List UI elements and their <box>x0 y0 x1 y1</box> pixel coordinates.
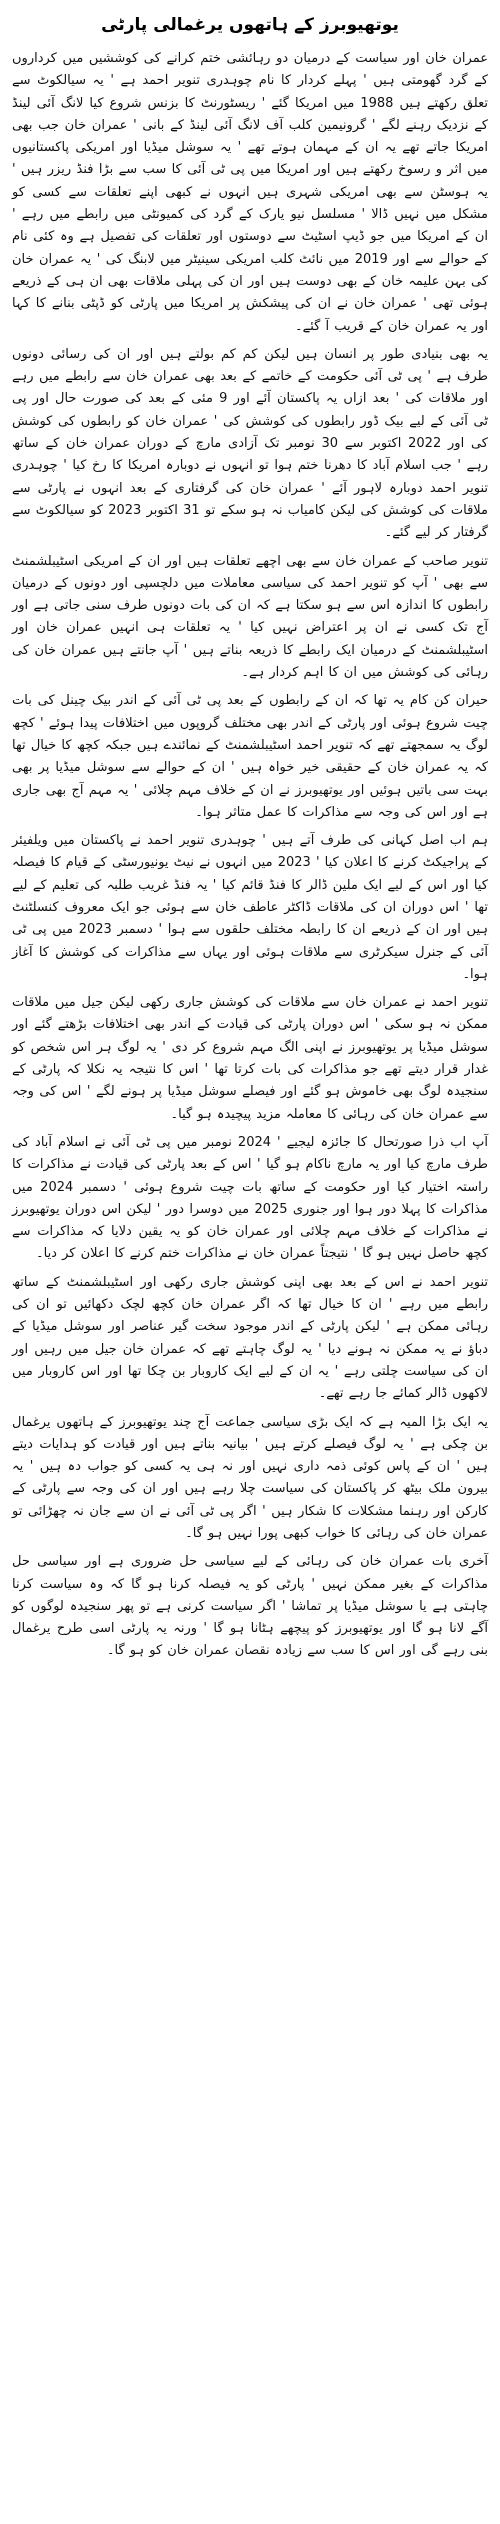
article-paragraph: یہ ایک بڑا المیہ ہے کہ ایک بڑی سیاسی جماعت آج چند یوتھیوبرز کے ہاتھوں یرغمال بن چکی ہے ' یہ لوگ فیصلے کرتے ہیں ' بیانیہ بناتے ہیں اور قیادت کو ہدایات دیتے ہیں ' ان کے پاس کوئی ذمہ داری نہیں اور نہ ہی یہ کسی کو جواب دہ ہیں ' یہ بیرون ملک بیٹھ کر پاکستان کی سیاست چلا رہے ہیں اور ان کی وجہ سے پارٹی کے کارکن اور رہنما مشکلات کا شکار ہیں ' اگر پی ٹی آئی نے ان سے جان نہ چھڑائی تو عمران خان کی رہائی کا خواب کبھی پورا نہیں ہو گا۔ <box>12 1414 488 1541</box>
article-paragraph: تنویر احمد نے اس کے بعد بھی اپنی کوشش جاری رکھی اور اسٹیبلشمنٹ کے ساتھ رابطے میں رہے ' ان کا خیال تھا کہ اگر عمران خان کچھ لچک دکھائیں تو ان کی رہائی ممکن ہے ' لیکن پارٹی کے اندر موجود سخت گیر عناصر اور سوشل میڈیا کے دباؤ نے یہ ممکن نہ ہونے دیا ' یہ لوگ چاہتے تھے کہ عمران خان جیل میں رہیں اور ان کی سیاست چلتی رہے ' یہ ان کے لیے ایک کاروبار بن چکا تھا اور اس کاروبار میں لاکھوں ڈالر کمائے جا رہے تھے۔ <box>12 1274 488 1402</box>
article-paragraph: حیران کن کام یہ تھا کہ ان کے رابطوں کے بعد پی ٹی آئی کے اندر بیک چینل کی بات چیت شروع ہوئی اور پارٹی کے اندر بھی مختلف گروپوں میں اختلافات پیدا ہوئے ' کچھ لوگ یہ سمجھتے تھے کہ تنویر احمد اسٹیبلشمنٹ کے نمائندے ہیں جبکہ کچھ کا خیال تھا کہ یہ عمران خان کے حقیقی خیر خواہ ہیں ' ان کے حوالے سے سوشل میڈیا پر بھی بہت سی باتیں ہوئیں اور یوتھیوبرز نے ان کے خلاف مہم چلائی ' یہ مہم آج بھی جاری ہے اور اس کی وجہ سے مذاکرات کا عمل متاثر ہوا۔ <box>12 693 488 820</box>
article-title: یوتھیوبرز کے ہاتھوں یرغمالی پارٹی <box>101 15 399 35</box>
article-paragraph: ہم اب اصل کہانی کی طرف آتے ہیں ' چوہدری تنویر احمد نے پاکستان میں ویلفیئر کے پراجیکٹ کرنے کا اعلان کیا ' 2023 میں انہوں نے نیٹ یونیورسٹی کے قیام کا فیصلہ کیا اور اس کے لیے ایک ملین ڈالر کا فنڈ قائم کیا ' یہ فنڈ غریب طلبہ کی تعلیم کے لیے تھا ' اس دوران ان کی ملاقات ڈاکٹر عاطف خان سے ہوئی جو ایک معروف کنسلٹنٹ ہیں اور ان کے ذریعے ان کا رابطہ مختلف حلقوں سے ہوا ' دسمبر 2023 میں پی ٹی آئی کے جنرل سیکرٹری سے ملاقات ہوئی اور یہاں سے مذاکرات کی کوشش کا آغاز ہوا۔ <box>12 833 488 982</box>
article-paragraph: آخری بات عمران خان کی رہائی کے لیے سیاسی حل ضروری ہے اور سیاسی حل مذاکرات کے بغیر ممکن نہیں ' پارٹی کو یہ فیصلہ کرنا ہو گا کہ وہ سیاست کرنا چاہتی ہے یا سوشل میڈیا پر تماشا ' اگر سیاست کرنی ہے تو پھر سنجیدہ لوگوں کو آگے لانا ہو گا اور یوتھیوبرز کو پیچھے ہٹانا ہو گا ' ورنہ یہ پارٹی اسی طرح یرغمال بنی رہے گی اور اس کا سب سے زیادہ نقصان عمران خان کو ہو گا۔ <box>12 1554 488 1659</box>
article-paragraph: عمران خان اور سیاست کے درمیان دو رہائشی ختم کرانے کی کوششیں میں کرداروں کے گرد گھومتی ہیں ' پہلے کردار کا نام چوہدری تنویر احمد ہے ' یہ سیالکوٹ سے تعلق رکھتے ہیں 1988 میں امریکا گئے ' ریسٹورنٹ کا بزنس شروع کیا لانگ آئی لینڈ کے نزدیک رہنے لگے ' گرونیمین کلب آف لانگ آئی لینڈ کے بانی ' عمران خان جب بھی امریکا جاتے تھے یہ ان کے مہمان ہوتے تھے ' یہ سوشل میڈیا اور امریکی پاکستانیوں میں اثر و رسوخ رکھتے ہیں اور امریکا میں پی ٹی آئی کا سب سے بڑا فنڈ ریزر ہیں ' یہ ہوسٹن سے بھی امریکی شہری ہیں انہوں نے کبھی اپنے تعلقات سے کسی کو مشکل میں نہیں ڈالا ' مسلسل نیو یارک کے گرد کی کمیونٹی میں رابطے میں رہے ' ان کے امریکا میں جو ڈیپ اسٹیٹ سے دوستوں اور تعلقات کی تفصیل ہے وہ کئی نام کے حوالے سے اور 2019 میں نائٹ کلب امریکی سینیٹر میں لابنگ کی ' یہ عمران خان کی بہن علیمہ خان کے بھی دوست ہیں اور ان کی پہلی ملاقات بھی ان ہی کے ذریعے ہوئی تھی ' عمران خان نے ان کی پیشکش پر امریکا میں پارٹی کو ڈپٹی بنانے کا کہا اور یہ عمران خان کے قریب آ گئے۔ <box>12 51 488 334</box>
article-paragraph: تنویر صاحب کے عمران خان سے بھی اچھے تعلقات ہیں اور ان کے امریکی اسٹیبلشمنٹ سے بھی ' آپ کو تنویر احمد کی سیاسی معاملات میں دلچسپی اور دونوں کے درمیان رابطوں کا اندازہ اس سے ہو سکتا ہے کہ ان کی بات دونوں طرف سنی جاتی ہے اور آج تک کسی نے ان پر اعتراض نہیں کیا ' یہ تعلقات ہی انہیں عمران خان اور اسٹیبلشمنٹ کے درمیان ایک رابطے کا ذریعہ بناتے ہیں ' آپ جانتے ہیں عمران خان کی رہائی کی کوشش میں ان کا اہم کردار ہے۔ <box>12 553 488 681</box>
article-paragraph: آپ اب ذرا صورتحال کا جائزہ لیجیے ' 2024 نومبر میں پی ٹی آئی نے اسلام آباد کی طرف مارچ کیا اور یہ مارچ ناکام ہو گیا ' اس کے بعد پارٹی کی قیادت نے مذاکرات کا راستہ اختیار کیا اور حکومت کے ساتھ بات چیت شروع ہوئی ' دسمبر 2024 میں مذاکرات کا پہلا دور ہوا اور جنوری 2025 میں دوسرا دور ' لیکن اس دوران یوتھیوبرز نے مذاکرات کے خلاف مہم چلائی اور عمران خان کو یہ یقین دلایا کہ مذاکرات سے کچھ حاصل نہیں ہو گا ' نتیجتاً عمران خان نے مذاکرات ختم کرنے کا اعلان کر دیا۔ <box>12 1134 488 1262</box>
article-paragraph: یہ بھی بنیادی طور پر انسان ہیں لیکن کم کم بولتے ہیں اور ان کی رسائی دونوں طرف ہے ' پی ٹی آئی حکومت کے خاتمے کے بعد بھی عمران خان سے رابطے میں رہے اور ملاقات کی ' بعد ازاں یہ پاکستان آئے اور 9 مئی کے بعد کی صورت حال اور پی ٹی آئی کے لیے بیک ڈور رابطوں کی کوشش کی ' عمران خان کو رابطوں کی کوشش کی اور 2022 اکتوبر سے 30 نومبر تک آزادی مارچ کے دوران عمران خان کے ساتھ رہے ' جب اسلام آباد کا دھرنا ختم ہوا تو انہوں نے دوبارہ امریکا کا رخ کیا ' چوہدری تنویر احمد دوبارہ لاہور آئے ' عمران خان کی گرفتاری کے بعد انہوں نے پارٹی سے ملاقات کی کوشش کی لیکن کامیاب نہ ہو سکے تو 31 اکتوبر 2023 کو سیالکوٹ سے گرفتار کر لیے گئے۔ <box>12 346 489 541</box>
article-paragraph: تنویر احمد نے عمران خان سے ملاقات کی کوشش جاری رکھی لیکن جیل میں ملاقات ممکن نہ ہو سکی ' اس دوران پارٹی کی قیادت کے اندر بھی اختلافات بڑھتے گئے اور سوشل میڈیا پر یوتھیوبرز نے اپنی الگ مہم شروع کر دی ' یہ لوگ ہر اس شخص کو غدار قرار دیتے تھے جو مذاکرات کی بات کرتا تھا ' اس کا نتیجہ یہ نکلا کہ پارٹی کے سنجیدہ لوگ بھی خاموش ہو گئے اور فیصلے سوشل میڈیا پر ہونے لگے ' اس کی وجہ سے عمران خان کی رہائی کا معاملہ مزید پیچیدہ ہو گیا۔ <box>12 995 488 1122</box>
